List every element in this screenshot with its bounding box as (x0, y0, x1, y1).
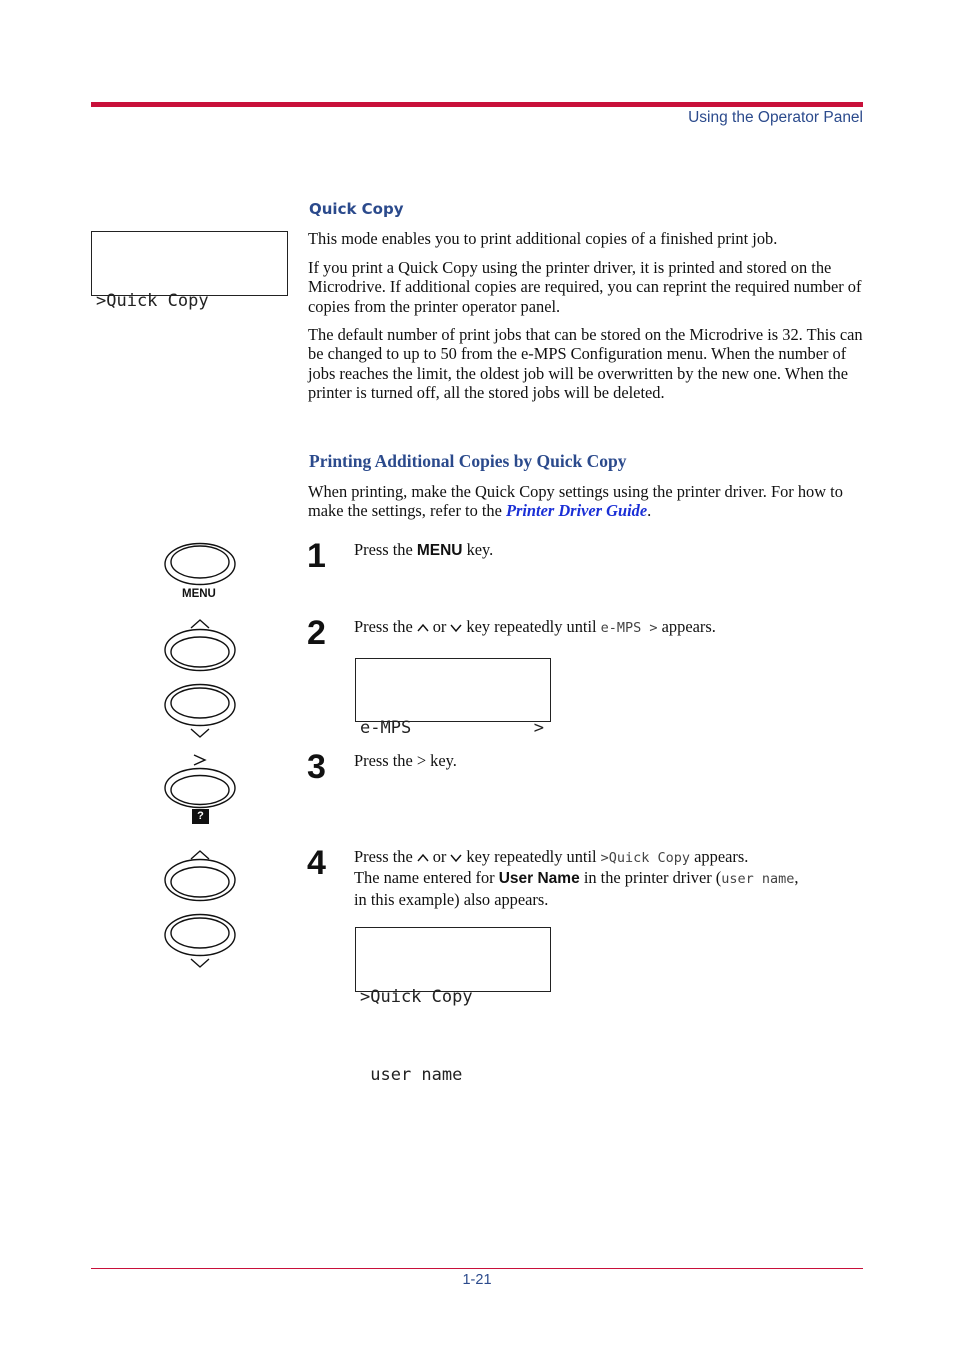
menu-key-name: MENU (416, 542, 463, 559)
step-number: 4 (307, 844, 326, 882)
chevron-down-icon (450, 853, 462, 863)
code-text: user name (721, 871, 795, 888)
step-text-part: or (432, 617, 447, 636)
menu-key-icon (163, 542, 237, 586)
step-text-part: key. (462, 540, 494, 559)
step-text-part: key repeatedly until (466, 847, 601, 866)
step-text-part: The name entered for (354, 868, 499, 888)
panel-display-line (360, 715, 546, 741)
step-number: 3 (307, 748, 326, 786)
chevron-down-icon (189, 727, 211, 739)
panel-display-line: >Quick Copy (360, 987, 473, 1007)
chevron-up-icon (417, 623, 429, 633)
step-text-part: appears. (690, 847, 749, 866)
paragraph: If you print a Quick Copy using the printer driver, it is printed and stored on the Microdrive. If additional copies are required, you can reprint the required number of copies from the printer operator panel. (308, 258, 862, 316)
intro-text: When printing, make the Quick Copy settings using the printer driver. For how to make the settings, refer to the (308, 482, 843, 521)
printer-driver-guide-link[interactable]: Printer Driver Guide (505, 501, 648, 521)
section-title: Quick Copy (309, 200, 404, 218)
help-badge: ? (192, 809, 209, 824)
panel-display-line: >Quick Copy (96, 291, 209, 311)
up-key-icon (163, 858, 237, 902)
step-text-part: Press the (354, 847, 413, 866)
step-text-part: , (794, 868, 799, 888)
display-arrow: > (533, 718, 544, 738)
procedure-title: Printing Additional Copies by Quick Copy (309, 451, 627, 471)
code-text: e-MPS > (600, 620, 658, 636)
chevron-up-icon (417, 853, 429, 863)
chevron-right-icon (192, 752, 208, 768)
chevron-down-icon (189, 957, 211, 969)
step-number: 1 (307, 537, 326, 575)
step-text (354, 617, 864, 638)
code-text: >Quick Copy (600, 850, 691, 866)
step-text-part: in the printer driver ( (579, 868, 722, 888)
paragraph: The default number of print jobs that can be stored on the Microdrive is 32. This can be changed to up to 50 from the e-MPS Configuration menu. When the number of jobs reaches the limit, the oldest job will be overwritten by the new one. When the printer is turned off, all the stored jobs will be deleted. (308, 325, 863, 402)
paragraph: This mode enables you to print additional copies of a finished print job. (308, 229, 778, 248)
step-text (354, 540, 864, 560)
intro-end: . (647, 501, 652, 521)
step-text-part: or (432, 847, 447, 866)
step-text-part: key repeatedly until (466, 617, 601, 636)
running-header: Using the Operator Panel (688, 109, 863, 126)
step-text-part: Press the (354, 540, 417, 559)
panel-display-quick-copy (91, 231, 288, 311)
step-text (354, 847, 864, 909)
step-text-part: Press the (354, 617, 413, 636)
up-key-icon (163, 628, 237, 672)
right-key-icon (163, 767, 237, 809)
user-name-label: User Name (498, 870, 580, 888)
display-text: e-MPS (360, 718, 412, 738)
step-text: Press the > key. (354, 751, 457, 770)
step-number: 2 (307, 614, 326, 652)
menu-key-label: MENU (182, 588, 216, 600)
header-rule (91, 102, 863, 107)
procedure-intro (308, 482, 868, 521)
footer-rule (91, 1268, 863, 1269)
panel-display-emps (355, 658, 551, 738)
step-text-part: appears. (657, 617, 716, 636)
down-key-icon (163, 683, 237, 727)
down-key-icon (163, 913, 237, 957)
page-number: 1-21 (462, 1272, 492, 1288)
step-text-part: in this example) also appears. (354, 889, 549, 909)
chevron-down-icon (450, 623, 462, 633)
panel-display-quick-copy-user (355, 927, 551, 1085)
panel-display-line: user name (360, 1065, 463, 1085)
